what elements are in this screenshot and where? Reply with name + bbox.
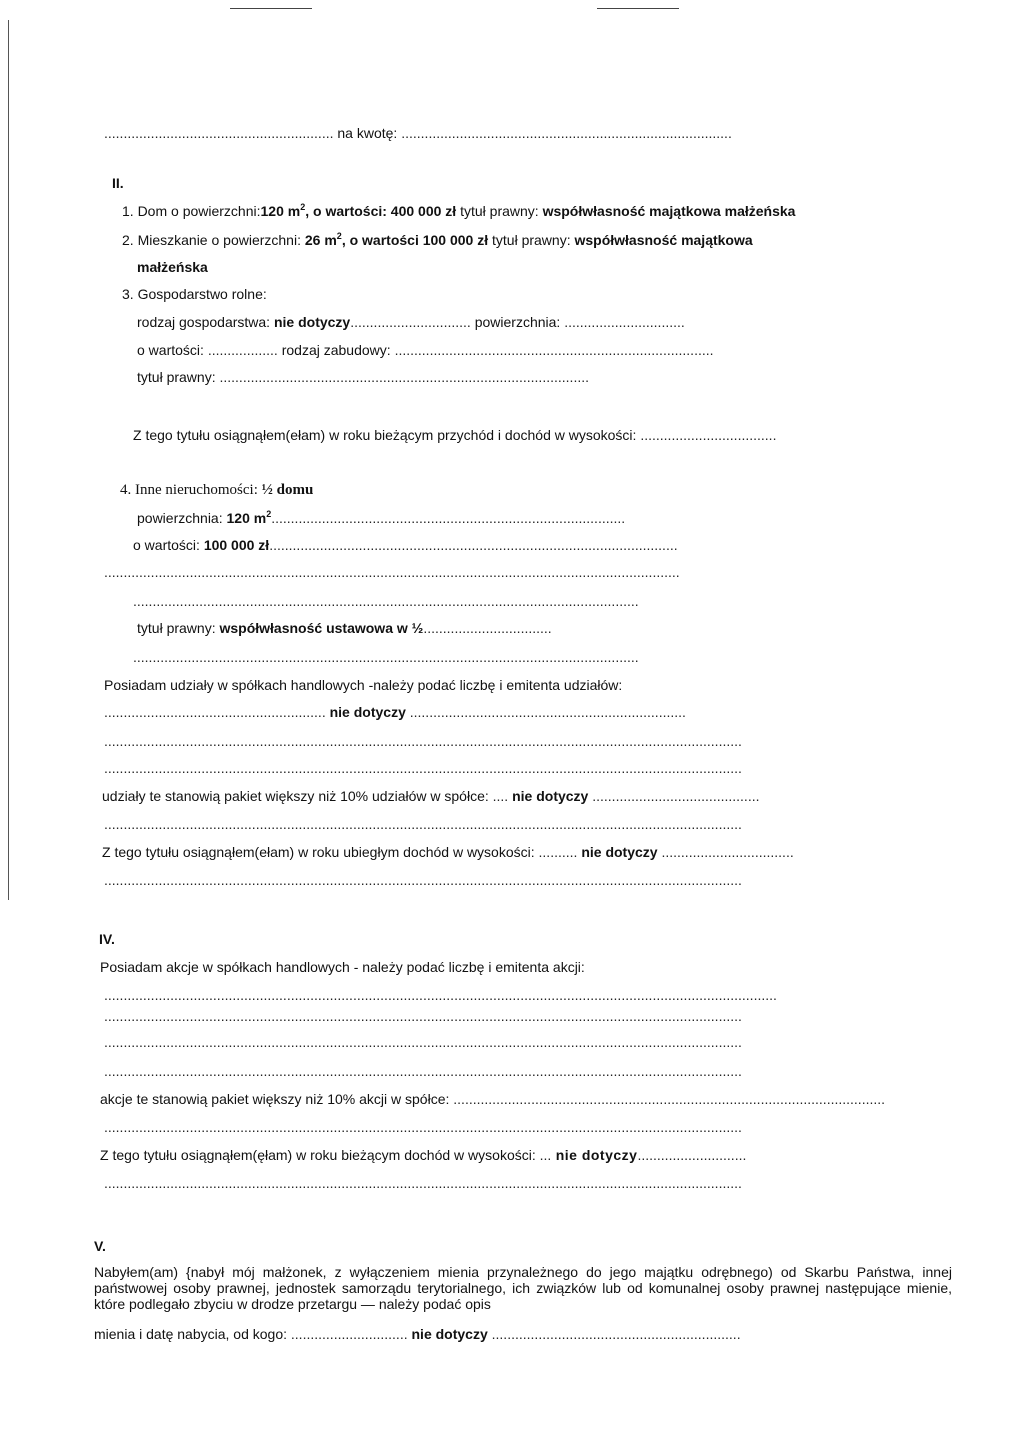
item-2-tytul-value: współwłasność majątkowa bbox=[574, 232, 753, 248]
dots: ........................................................................................... bbox=[271, 510, 626, 526]
item-3-tytul-line bbox=[137, 368, 589, 386]
dochod-label: Z tego tytułu osiągnąłem(ełam) w roku bieżącym przychód i dochód w wysokości: bbox=[133, 427, 641, 443]
akcje-pakiet-line bbox=[100, 1090, 885, 1108]
item-4-value: ½ domu bbox=[261, 482, 314, 498]
dots: .................. bbox=[207, 342, 278, 358]
item-2-sup: 2 bbox=[336, 231, 342, 241]
item-1-area: 120 m bbox=[260, 203, 301, 219]
rodzaj-label: rodzaj gospodarstwa: bbox=[137, 314, 274, 330]
dots: ... bbox=[539, 1147, 552, 1163]
powierzchnia-label: powierzchnia: bbox=[137, 510, 227, 526]
item-4-powierzchnia-line bbox=[137, 509, 625, 527]
wartosc-label: o wartości: bbox=[137, 342, 208, 358]
item-4-tytul-line bbox=[137, 619, 552, 637]
dots: ............................................................................................................... bbox=[453, 1091, 886, 1107]
blank-line: .................................................................................................................................................................... bbox=[104, 1119, 742, 1135]
udzialy-intro: Posiadam udziały w spółkach handlowych -należy podać liczbę i emitenta udziałów: bbox=[104, 677, 623, 693]
item-4-wartosc-line bbox=[133, 536, 678, 554]
section-ii-heading: II. bbox=[112, 175, 124, 191]
section-v-heading: V. bbox=[94, 1238, 106, 1254]
blank-line: .................................................................................................................................................................... bbox=[104, 733, 742, 749]
mienie-label: mienia i datę nabycia, od kogo: bbox=[94, 1326, 291, 1342]
zabudowa-label: rodzaj zabudowy: bbox=[277, 342, 395, 358]
akcje-dochod-line bbox=[100, 1146, 746, 1164]
powierzchnia-sup: 2 bbox=[266, 509, 272, 519]
item-2-value: , o wartości 100 000 zł bbox=[341, 232, 489, 248]
kwota-label: na kwotę: bbox=[337, 125, 398, 141]
dots: .... bbox=[492, 788, 509, 804]
dots: .............................. bbox=[290, 1326, 408, 1342]
item-1-tytul-value: współwłasność majątkowa małżeńska bbox=[542, 203, 796, 219]
tytul-label: tytuł prawny: bbox=[137, 620, 220, 636]
dots: ..................................................................................... bbox=[401, 125, 732, 141]
section-v-last-line bbox=[94, 1325, 741, 1343]
pakiet-label: akcje te stanowią pakiet większy niż 10% akcji w spółce: bbox=[100, 1091, 454, 1107]
tytul-label: tytuł prawny: bbox=[137, 369, 220, 385]
item-1-sup: 2 bbox=[300, 202, 306, 212]
kwota-line bbox=[104, 124, 732, 142]
blank-line: .................................................................................................................................................................... bbox=[104, 872, 742, 888]
top-rule-right bbox=[597, 8, 679, 9]
akcje-intro: Posiadam akcje w spółkach handlowych - należy podać liczbę i emitenta akcji: bbox=[100, 959, 585, 975]
pakiet-label: udziały te stanowią pakiet większy niż 10% udziałów w spółce: bbox=[102, 788, 493, 804]
item-1-label: 1. Dom o powierzchni: bbox=[122, 203, 261, 219]
item-4-heading bbox=[120, 480, 313, 499]
top-rule-left bbox=[230, 8, 312, 9]
pakiet-value: nie dotyczy bbox=[508, 788, 593, 804]
item-3-dochod-line bbox=[133, 426, 776, 444]
dots: ........................................................... bbox=[104, 125, 334, 141]
rodzaj-value: nie dotyczy bbox=[273, 314, 351, 330]
dochod-value: nie dotyczy bbox=[551, 1147, 638, 1163]
blank-line: .................................................................................................................................................................... bbox=[104, 760, 742, 776]
blank-line: .................................................................................................................................. bbox=[133, 649, 639, 665]
dots: .................................. bbox=[661, 844, 794, 860]
blank-line: .................................................................................................................................................................... bbox=[104, 816, 742, 832]
item-1-tytul-label: tytuł prawny: bbox=[456, 203, 543, 219]
udzialy-pakiet-line bbox=[102, 787, 760, 805]
item-2-tytul-continuation: małżeńska bbox=[137, 259, 208, 275]
dochod-label: Z tego tytułu osiągnąłem(ęłam) w roku bieżącym dochód w wysokości: bbox=[100, 1147, 540, 1163]
dots: ................................. bbox=[423, 620, 552, 636]
item-3-heading: 3. Gospodarstwo rolne: bbox=[122, 286, 267, 302]
blank-line: ............................................................................................................................................................................. bbox=[104, 987, 777, 1003]
blank-line: .................................................................................................................................................................... bbox=[104, 1034, 742, 1050]
section-v-paragraph: Nabyłem(am) {nabył mój małżonek, z wyłączeniem mienia przynależnego do jego majątku odrębnego) od Skarbu Państwa, innej państwowej osoby prawnej, jednostek samorządu terytorialnego, ich związków lub od komunalnej osoby prawnej następujące mienie, które podlegało zbyciu w drodze przetargu — należy podać opis bbox=[94, 1264, 952, 1312]
dots: .................................................................................. bbox=[394, 342, 714, 358]
item-2-mieszkanie bbox=[122, 231, 753, 249]
item-2-area: 26 m bbox=[304, 232, 337, 248]
item-4-label: 4. Inne nieruchomości: bbox=[120, 482, 262, 498]
dots: ........................................... bbox=[592, 788, 760, 804]
blank-line: .................................................................................................................................................................... bbox=[104, 1008, 742, 1024]
dots: ............................... bbox=[350, 314, 471, 330]
left-margin-rule bbox=[8, 20, 9, 900]
dochod-label: Z tego tytułu osiągnąłem(ełam) w roku ubiegłym dochód w wysokości: bbox=[102, 844, 539, 860]
blank-line: .................................................................................................................................. bbox=[133, 593, 639, 609]
item-1-value: , o wartości: 400 000 zł bbox=[305, 203, 457, 219]
item-3-wartosc-line bbox=[137, 341, 714, 359]
blank-line: .................................................................................................................................................................... bbox=[104, 1063, 742, 1079]
dochod-value: nie dotyczy bbox=[577, 844, 662, 860]
dots: .......... bbox=[538, 844, 578, 860]
dots: ................................................................ bbox=[491, 1326, 741, 1342]
wartosc-value: 100 000 zł bbox=[203, 537, 270, 553]
section-iv-heading: IV. bbox=[99, 931, 115, 947]
dots: ......................................................... bbox=[104, 704, 326, 720]
dots: ............................................................................................... bbox=[219, 369, 590, 385]
dots: ............................... bbox=[564, 314, 685, 330]
powierzchnia-value: 120 m bbox=[226, 510, 267, 526]
dots: ................................... bbox=[640, 427, 777, 443]
udzialy-dochod-line bbox=[102, 843, 794, 861]
dots: ......................................................................................................... bbox=[269, 537, 678, 553]
udzialy-value: nie dotyczy bbox=[325, 704, 410, 720]
tytul-value: współwłasność ustawowa w ½ bbox=[219, 620, 424, 636]
item-1-dom bbox=[122, 202, 795, 220]
mienie-value: nie dotyczy bbox=[407, 1326, 492, 1342]
blank-line: .................................................................................................................................................... bbox=[104, 564, 680, 580]
dots: ............................ bbox=[637, 1147, 747, 1163]
item-3-rodzaj-line bbox=[137, 313, 685, 331]
dots: ....................................................................... bbox=[409, 704, 686, 720]
item-2-tytul-label: tytuł prawny: bbox=[488, 232, 575, 248]
udzialy-value-line bbox=[104, 703, 686, 721]
item-2-label: 2. Mieszkanie o powierzchni: bbox=[122, 232, 305, 248]
blank-line: .................................................................................................................................................................... bbox=[104, 1175, 742, 1191]
wartosc-label: o wartości: bbox=[133, 537, 204, 553]
powierzchnia-label: powierzchnia: bbox=[470, 314, 565, 330]
